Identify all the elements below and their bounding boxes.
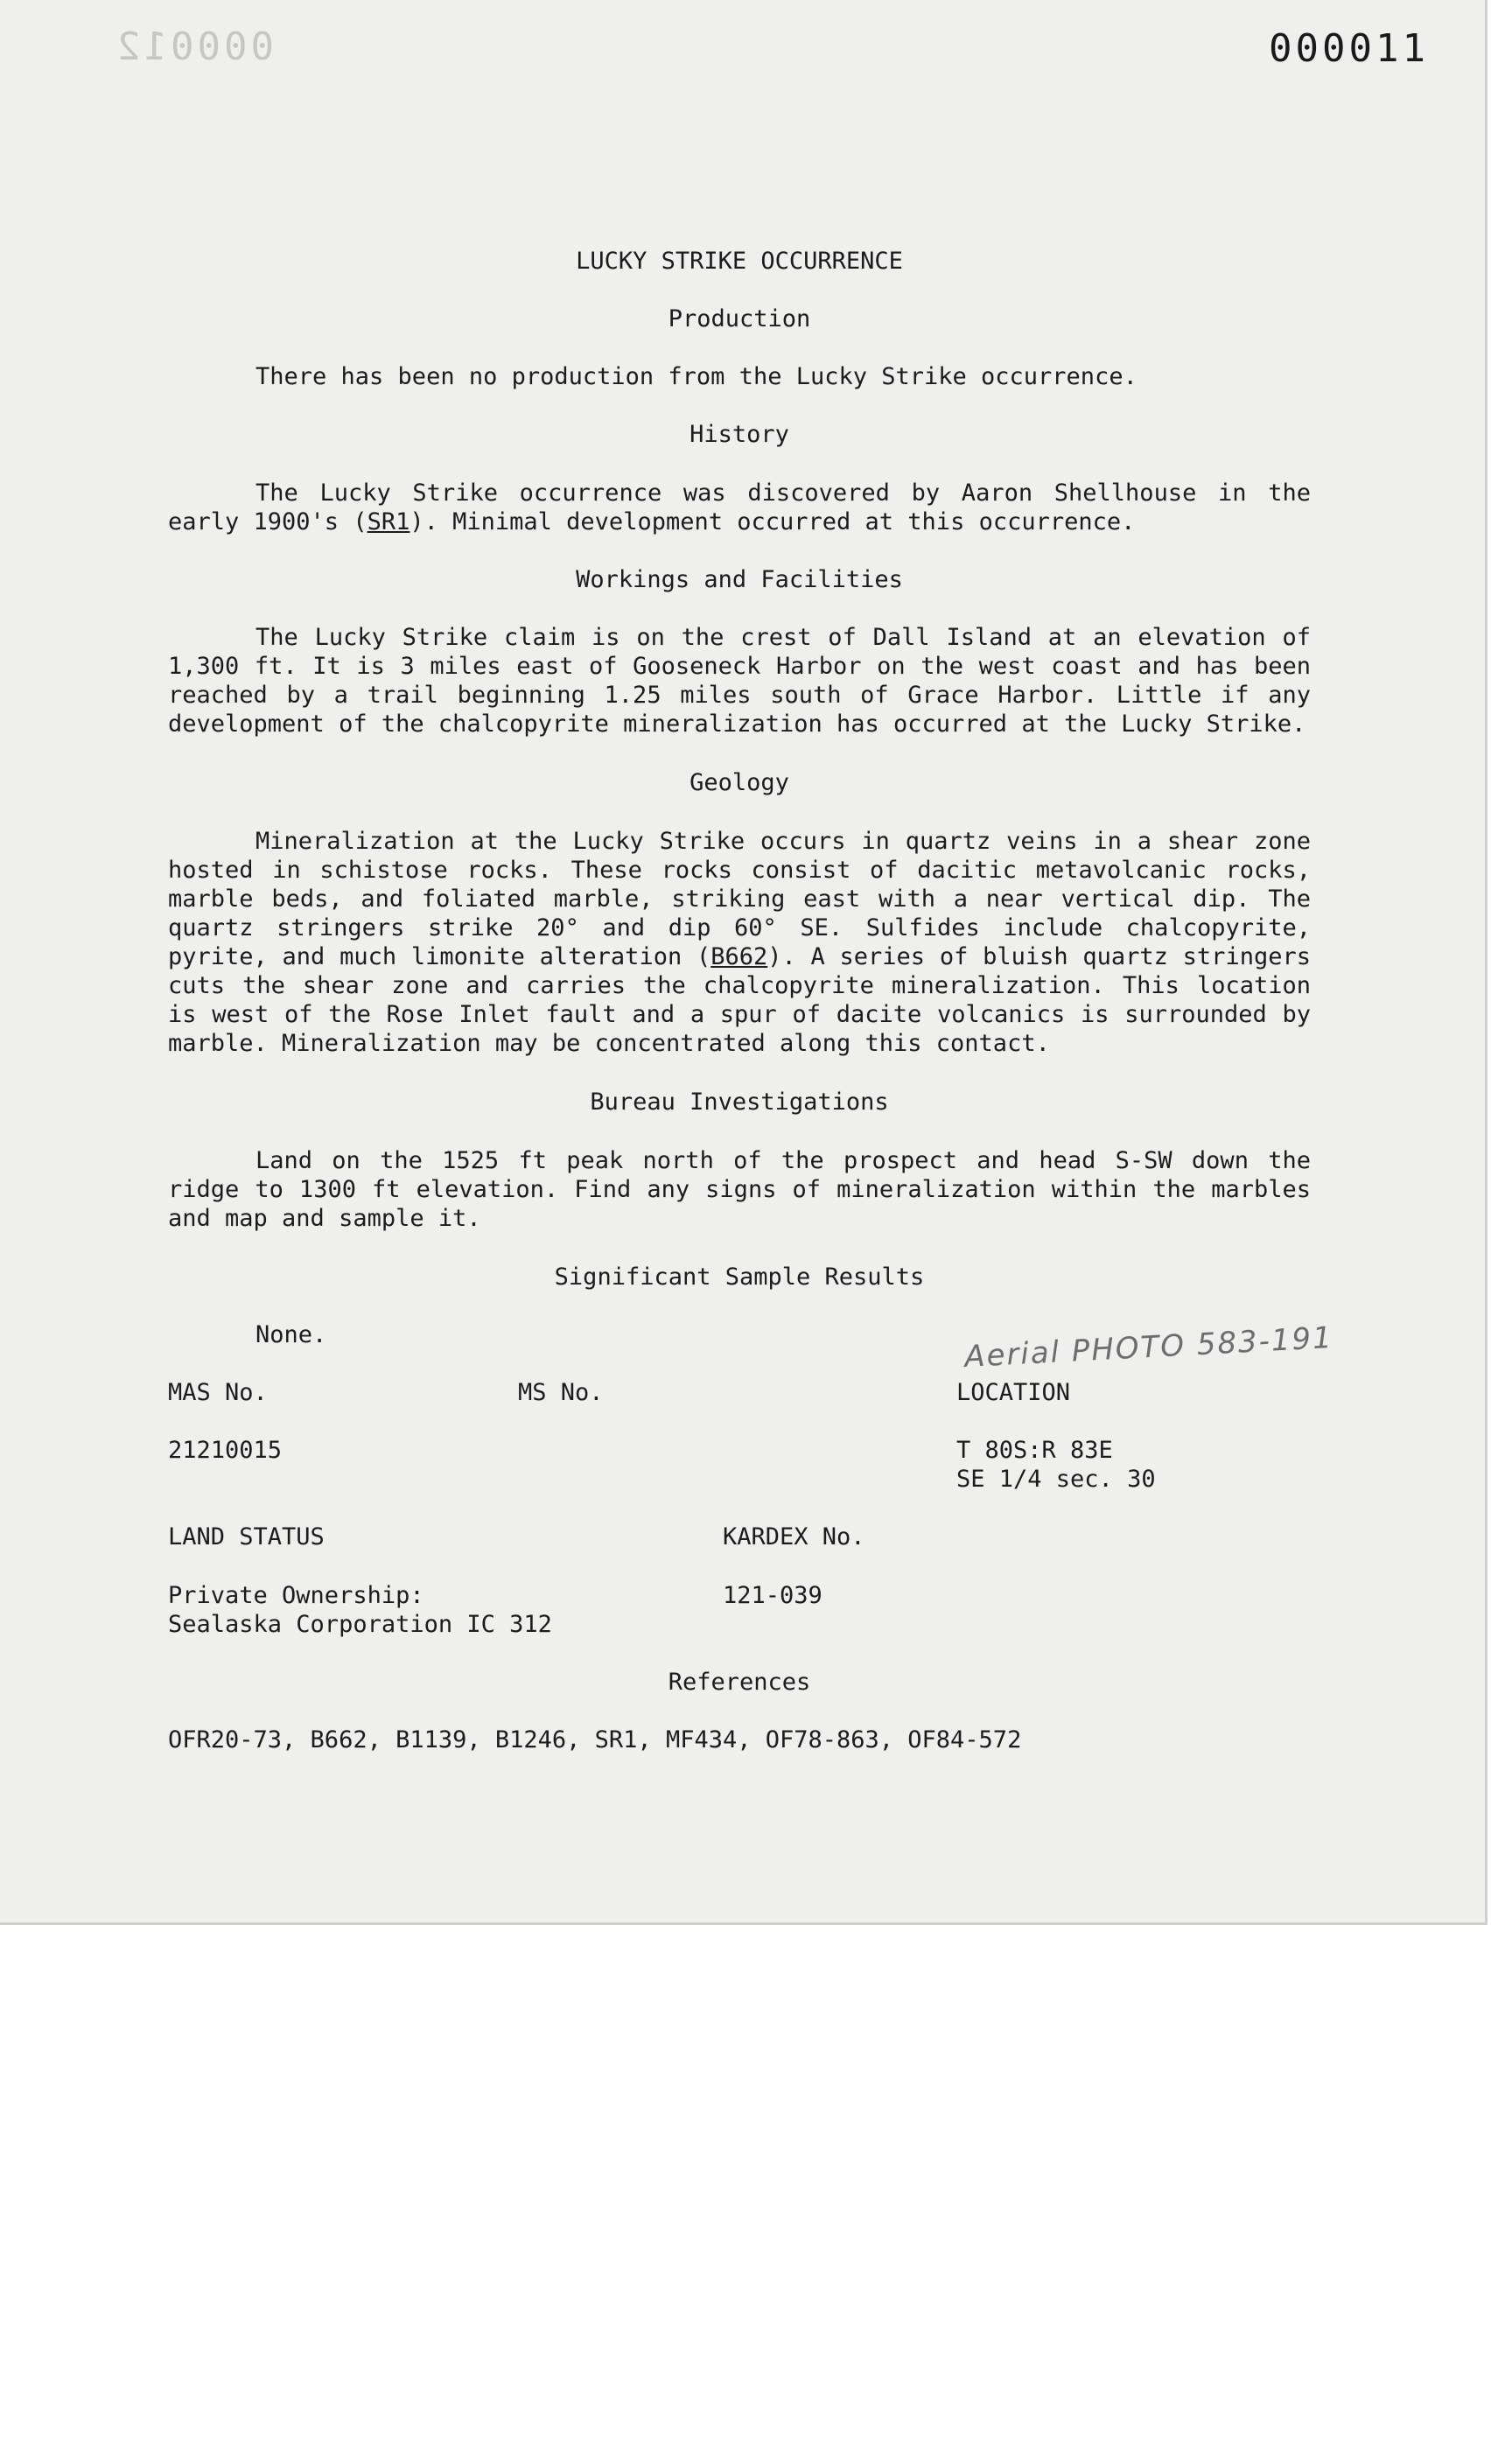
land-status-label: LAND STATUS bbox=[168, 1523, 325, 1550]
geology-paragraph bbox=[168, 827, 1311, 1058]
kardex-label: KARDEX No. bbox=[723, 1523, 865, 1550]
history-text bbox=[168, 479, 1311, 536]
history-text-end: ). Minimal development occurred at this occurrence. bbox=[410, 508, 1136, 536]
workings-text: The Lucky Strike claim is on the crest of Dall Island at an elevation of 1,300 ft. It is 3 miles east of Gooseneck Harbor on the west coast and has been reached by a trail beginning 1.25 miles south of Grace Harbor. Little if any development of the chalcopyrite mineralization has occurred at the Lucky Strike. bbox=[168, 624, 1311, 738]
kardex-value: 121-039 bbox=[723, 1582, 822, 1609]
references-heading: References bbox=[668, 1669, 811, 1696]
bleed-through-page-number: 000012 bbox=[114, 24, 274, 69]
bureau-paragraph bbox=[168, 1146, 1311, 1233]
bureau-heading: Bureau Investigations bbox=[590, 1088, 889, 1116]
geology-reference: B662 bbox=[710, 943, 768, 970]
land-status-line-2: Sealaska Corporation IC 312 bbox=[168, 1611, 552, 1638]
references-list: OFR20-73, B662, B1139, B1246, SR1, MF434, OF78-863, OF84-572 bbox=[168, 1726, 1022, 1754]
history-paragraph bbox=[168, 479, 1311, 536]
workings-heading: Workings and Facilities bbox=[576, 566, 903, 593]
workings-paragraph bbox=[168, 623, 1311, 738]
geology-heading: Geology bbox=[690, 769, 789, 796]
location-label: LOCATION bbox=[956, 1379, 1071, 1406]
production-heading: Production bbox=[668, 305, 811, 332]
page-number-stamp: 000011 bbox=[1269, 26, 1429, 71]
document-title: LUCKY STRIKE OCCURRENCE bbox=[576, 248, 903, 275]
history-reference: SR1 bbox=[367, 508, 410, 536]
ms-label: MS No. bbox=[518, 1379, 604, 1406]
mas-value: 21210015 bbox=[168, 1437, 283, 1464]
production-text: There has been no production from the Lucky Strike occurrence. bbox=[256, 363, 1138, 390]
history-text-start: The Lucky Strike occurrence was discovered by Aaron Shellhouse in the early 1900's ( bbox=[168, 480, 1311, 536]
location-line-2: SE 1/4 sec. 30 bbox=[956, 1466, 1156, 1493]
samples-heading: Significant Sample Results bbox=[554, 1264, 925, 1291]
geology-text-start: Mineralization at the Lucky Strike occurs in quartz veins in a shear zone hosted in schistose rocks. These rocks consist of dacitic metavolcanic rocks, marble beds, and foliated marble, striking east with a near vertical dip. The quartz stringers strike 20° and dip 60° SE. Sulfides include chalcopyrite, pyrite, and much limonite alteration ( bbox=[168, 828, 1311, 970]
geology-text-end: ). A series of bluish quartz stringers cuts the shear zone and carries the chalcopyrite mineralization. This location is west of the Rose Inlet fault and a spur of dacite volcanics is surrounded by marble. Mineralization may be concentrated along this contact. bbox=[168, 943, 1311, 1057]
handwritten-note: Aerial PHOTO 583-191 bbox=[963, 1320, 1334, 1376]
geology-text bbox=[168, 827, 1311, 1058]
land-status-line-1: Private Ownership: bbox=[168, 1582, 424, 1609]
mas-label: MAS No. bbox=[168, 1379, 268, 1406]
production-paragraph bbox=[168, 362, 1311, 391]
bureau-text: Land on the 1525 ft peak north of the prospect and head S-SW down the ridge to 1300 ft elevation. Find any signs of mineralization within the marbles and map and sample it. bbox=[168, 1147, 1311, 1232]
history-heading: History bbox=[690, 421, 789, 448]
location-line-1: T 80S:R 83E bbox=[956, 1437, 1113, 1464]
samples-text: None. bbox=[256, 1321, 327, 1348]
